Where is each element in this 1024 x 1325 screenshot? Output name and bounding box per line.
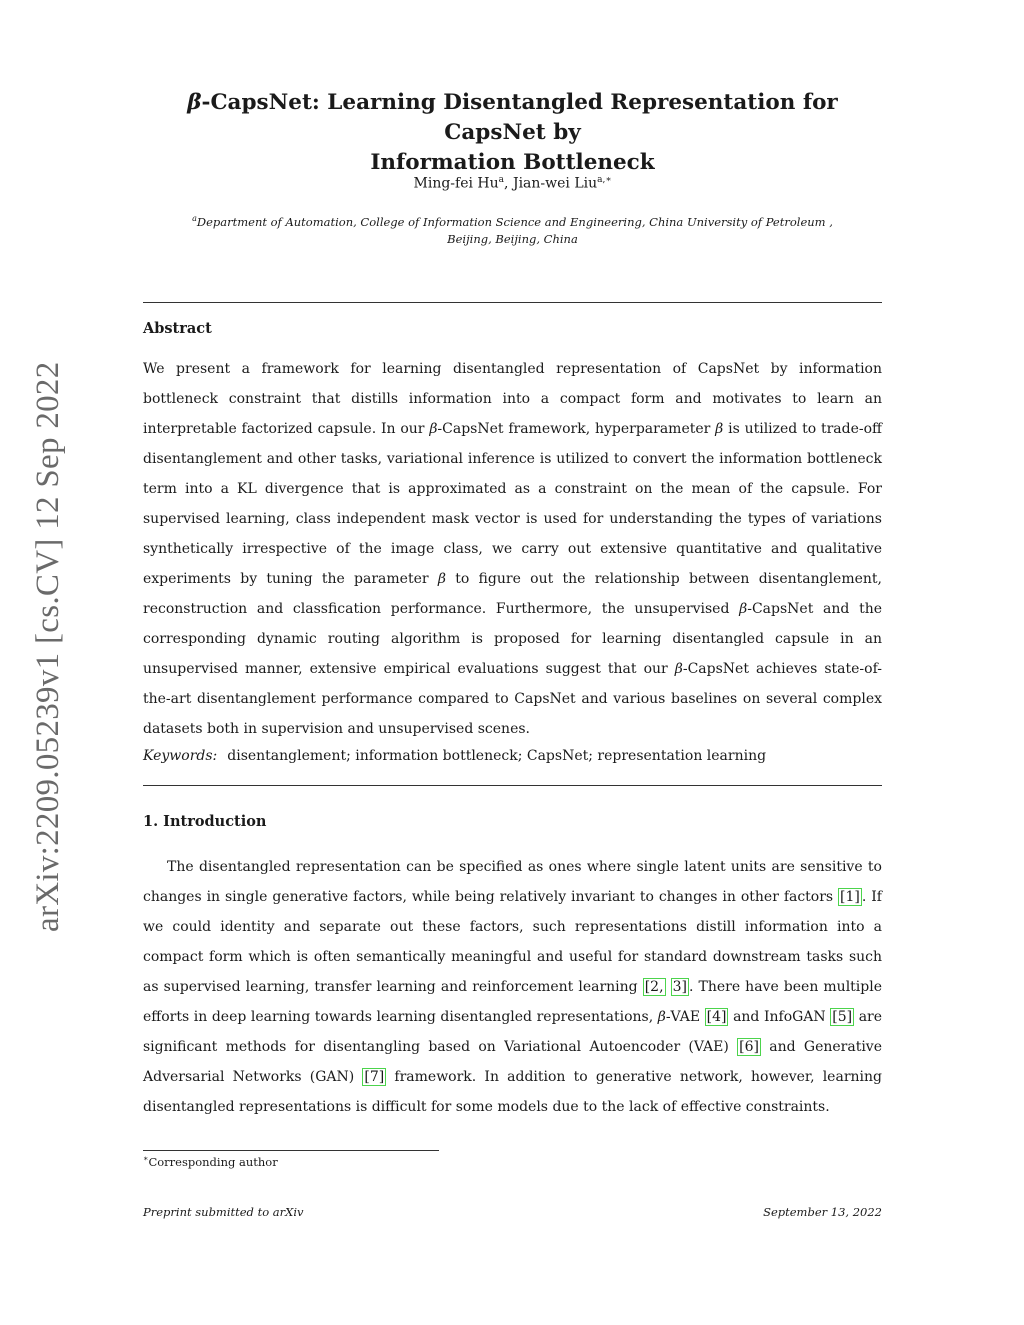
title-beta: β: [187, 90, 202, 115]
keywords-label: Keywords:: [143, 748, 218, 764]
author-1-affil: a: [498, 175, 505, 185]
citation-link[interactable]: 3]: [672, 979, 687, 995]
author-list: [143, 175, 882, 192]
abstract-text: -CapsNet achieves state-of-the-art disentanglement performance compared to CapsNet and various baselines on several complex datasets both in supervision and unsupervised scenes.: [143, 661, 883, 737]
abstract-text: is utilized to trade-off disentanglement and other tasks, variational inference is utilized to convert the information bottleneck term into a KL divergence that is approximated as a constraint on the mean of the capsule. For supervised learning, class independent mask vector is used for understanding the types of variations synthetically irrespective of the image class, we carry out extensive quantitative and qualitative experiments by tuning the parameter: [143, 421, 882, 587]
intro-text: are significant methods for disentangling based on Variational Autoencoder (VAE): [143, 1009, 883, 1055]
abstract-body: [143, 354, 882, 744]
footnote: [143, 1154, 278, 1169]
abstract-text: -CapsNet framework, hyperparameter: [437, 421, 716, 437]
intro-text: -VAE: [665, 1009, 705, 1025]
affiliation: [143, 210, 882, 248]
keywords-text: disentanglement; information bottleneck; CapsNet; representation learning: [227, 748, 767, 764]
title-line1: -CapsNet: Learning Disentangled Representation for CapsNet by: [201, 90, 838, 145]
footnote-marker: ∗: [143, 1154, 149, 1163]
arxiv-identifier: arXiv:2209.05239v1 [cs.CV] 12 Sep 2022: [30, 361, 66, 933]
abstract-bottom-rule: [143, 785, 882, 786]
citation-link[interactable]: [1]: [840, 889, 860, 905]
intro-text: and Generative Adversarial Networks (GAN): [143, 1039, 882, 1085]
intro-text: The disentangled representation can be specified as ones where single latent units are sensitive to changes in single generative factors, while being relatively invariant to changes in other factors: [143, 859, 882, 905]
affiliation-line2: Beijing, Beijing, China: [447, 231, 578, 246]
keywords: [143, 748, 882, 764]
beta-symbol: β: [674, 661, 683, 677]
footer-preprint-note: Preprint submitted to arXiv: [143, 1205, 304, 1219]
citation-link[interactable]: [5]: [832, 1009, 853, 1025]
beta-symbol: β: [657, 1009, 666, 1025]
author-2: Jian-wei Liu: [512, 175, 598, 192]
author-1: Ming-fei Hu: [413, 175, 499, 192]
author-2-affil: a,∗: [597, 175, 612, 185]
paper-title: [143, 88, 882, 178]
intro-text: framework. In addition to generative network, however, learning disentangled representations is difficult for some models due to the lack of effective constraints.: [143, 1069, 882, 1115]
footnote-text: Corresponding author: [148, 1154, 278, 1169]
abstract-text: to figure out the relationship between disentanglement, reconstruction and classfication performance. Furthermore, the unsupervised: [143, 571, 882, 617]
beta-symbol: β: [437, 571, 446, 587]
abstract-top-rule: [143, 302, 882, 303]
citation-link[interactable]: [4]: [706, 1009, 727, 1025]
footnote-rule: [143, 1150, 439, 1151]
author-separator: ,: [504, 175, 513, 192]
title-line2: Information Bottleneck: [370, 150, 655, 175]
abstract-text: -CapsNet and the corresponding dynamic routing algorithm is proposed for learning disentangled capsule in an unsupervised manner, extensive empirical evaluations suggest that our: [143, 601, 883, 677]
abstract-heading: Abstract: [143, 320, 212, 337]
intro-text: . If we could identity and separate out these factors, such representations distill information into a compact form which is often semantically meaningful and useful for standard downstream tasks such as supervised learning, transfer learning and reinforcement learning: [143, 889, 882, 995]
intro-text: and InfoGAN: [728, 1009, 831, 1025]
beta-symbol: β: [429, 421, 438, 437]
beta-symbol: β: [739, 601, 748, 617]
abstract-text: We present a framework for learning disentangled representation of CapsNet by information bottleneck constraint that distills information into a compact form and motivates to learn an interpretable factorized capsule. In our: [143, 361, 882, 437]
intro-text: . There have been multiple efforts in deep learning towards learning disentangled representations,: [143, 979, 882, 1025]
footer-date: September 13, 2022: [763, 1205, 882, 1219]
introduction-paragraph: [143, 852, 882, 1122]
citation-link[interactable]: [7]: [364, 1069, 385, 1085]
affiliation-marker: a: [192, 214, 197, 223]
beta-symbol: β: [715, 421, 724, 437]
citation-link[interactable]: [2,: [644, 979, 664, 995]
section-heading-introduction: 1. Introduction: [143, 813, 267, 830]
citation-link[interactable]: [6]: [739, 1039, 759, 1055]
affiliation-line1: Department of Automation, College of Information Science and Engineering, China University of Petroleum ,: [196, 214, 833, 229]
